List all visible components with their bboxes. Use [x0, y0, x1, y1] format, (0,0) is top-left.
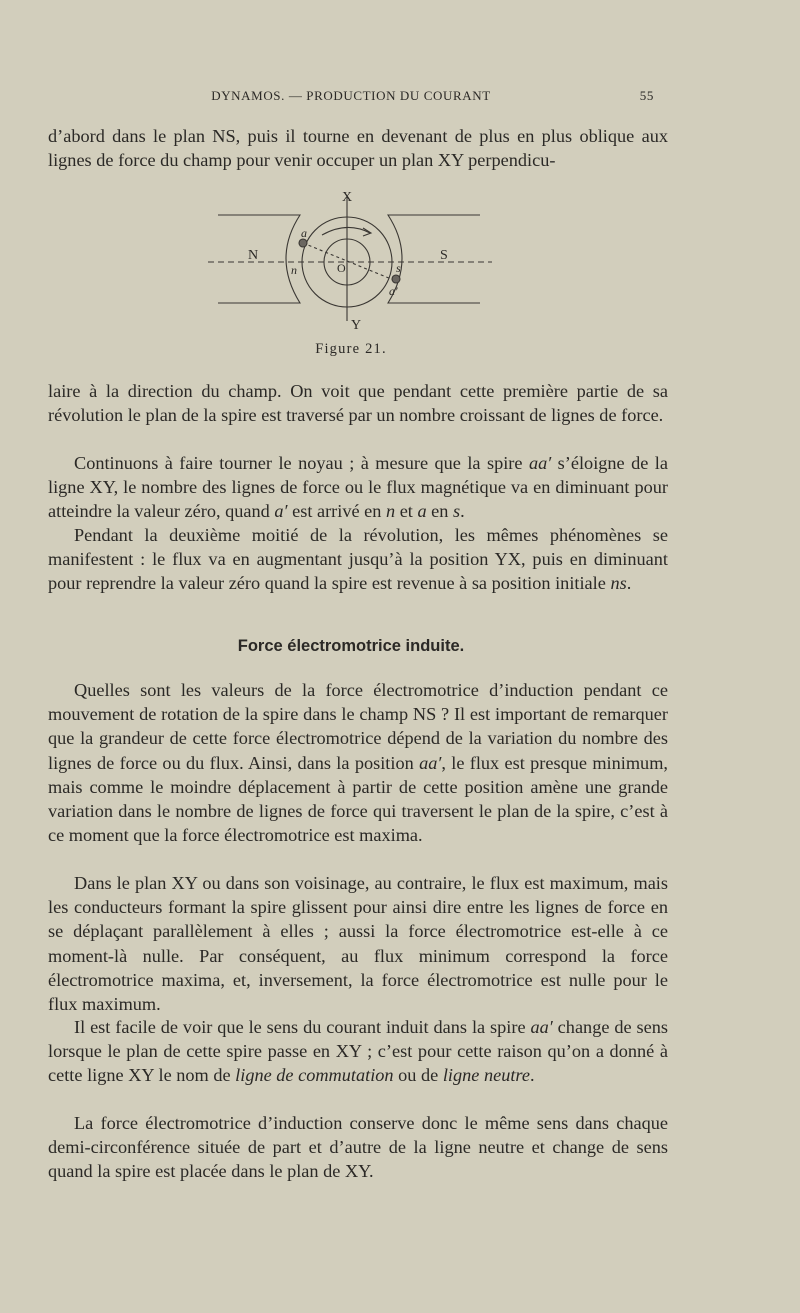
- text-run: et: [395, 501, 418, 522]
- rotation-arrow: [322, 227, 370, 235]
- label-s-pole: S: [440, 248, 448, 263]
- dynamo-diagram: [160, 183, 500, 333]
- conductor-a: [299, 239, 307, 247]
- italic-run: n: [385, 501, 396, 522]
- label-x: X: [342, 190, 353, 205]
- text-run: .: [626, 573, 632, 594]
- italic-run: a: [417, 501, 427, 522]
- italic-run: aa′: [419, 752, 442, 773]
- text-run: en: [426, 501, 454, 522]
- text-run: Dans le plan XY ou dans son voisinage, au contraire, le flux est maximum, mais les conducteurs formant la spire glissent pour ainsi dire entre les lignes de force en se déplaçant parallèlement à elles ; aussi la force électromotrice est-elle à ce moment-là nulle. Par conséquent, au flux minimum correspond la force électromotrice maxima, et, inversement, la force électromotrice est nulle pour le flux maximum.: [48, 873, 668, 1015]
- text-run: est arrivé en: [287, 501, 386, 522]
- north-pole-piece: [218, 215, 300, 303]
- paragraph-text: laire à la direction du champ. On voit que pendant cette première partie de sa révolution le plan de la spire est traversé par un nombre croissant de lignes de force.: [48, 381, 668, 426]
- paragraph-2: [48, 451, 668, 524]
- text-run: La force électromotrice d’induction conserve donc le même sens dans chaque demi-circonférence située de part et d’autre de la ligne neutre et change de sens quand la spire est placée dans le plan de XY.: [48, 1113, 668, 1182]
- label-a: a: [301, 226, 307, 240]
- label-n-pole: N: [248, 248, 259, 263]
- text-run: Continuons à faire tourner le noyau ; à mesure que la spire: [74, 453, 529, 473]
- section-paragraph-1: [48, 678, 668, 847]
- paragraph-3: [48, 523, 668, 596]
- paragraph-1: [48, 379, 668, 427]
- figure-caption: Figure 21.: [315, 341, 387, 357]
- running-title: DYNAMOS. — PRODUCTION DU COURANT: [211, 88, 491, 103]
- text-run: , le flux est presque minimum, mais comme le moindre déplacement à partir de cette position amène une grande variation dans le nombre de lignes de force qui traversent le plan de la spire, c’est à ce moment que la force électromotrice est maxima.: [48, 752, 668, 846]
- label-n-small: n: [291, 263, 297, 277]
- text-run: s’éloigne de la ligne XY, le nombre des lignes de force ou le flux magnétique va en diminuant pour atteindre la valeur zéro, quand: [48, 453, 668, 522]
- label-o: O: [337, 261, 346, 275]
- text-run: .: [529, 1065, 535, 1086]
- label-a-prime: a′: [389, 284, 398, 298]
- section-paragraph-4: [48, 1111, 668, 1184]
- south-pole-piece: [388, 215, 480, 303]
- page-number: 55: [639, 88, 654, 103]
- text-run: change de sens lorsque le plan de cette spire passe en XY ; c’est pour cette raison qu’on a donné à cette ligne XY le nom de: [48, 1017, 668, 1086]
- intro-paragraph: d’abord dans le plan NS, puis il tourne en devenant de plus en plus oblique aux lignes de force du champ pour venir occuper un plan XY perpendicu-: [48, 126, 668, 171]
- text-run: Il est facile de voir que le sens du courant induit dans la spire: [74, 1017, 531, 1037]
- text-run: Pendant la deuxième moitié de la révolution, les mêmes phénomènes se manifestent : le flux va en augmentant jusqu’à la position YX, puis en diminuant pour reprendre la valeur zéro quand la spire est revenue à sa position initiale: [48, 525, 668, 594]
- italic-run: ligne neutre: [442, 1065, 530, 1086]
- italic-run: aa′: [528, 453, 552, 473]
- section-heading: Force électromotrice induite.: [237, 637, 465, 655]
- figure-21-diagram: [160, 183, 500, 333]
- italic-run: ns: [610, 573, 627, 594]
- label-y: Y: [351, 318, 362, 333]
- text-run: .: [460, 501, 465, 522]
- section-paragraph-2: [48, 871, 668, 1016]
- section-paragraph-3: [48, 1015, 668, 1088]
- text-run: Quelles sont les valeurs de la force électromotrice d’induction pendant ce mouvement de rotation de la spire dans le champ NS ? Il est important de remarquer que la grandeur de cette force électromotrice dépend de la variation du nombre des lignes de force ou du flux. Ainsi, dans la position: [48, 680, 668, 773]
- label-s-small: s: [396, 261, 401, 275]
- text-run: ou de: [393, 1065, 443, 1086]
- conductor-a-prime: [392, 275, 400, 283]
- italic-run: a′: [274, 501, 288, 522]
- italic-run: ligne de commutation: [235, 1065, 394, 1086]
- italic-run: aa′: [530, 1017, 553, 1037]
- italic-run: s: [453, 501, 461, 522]
